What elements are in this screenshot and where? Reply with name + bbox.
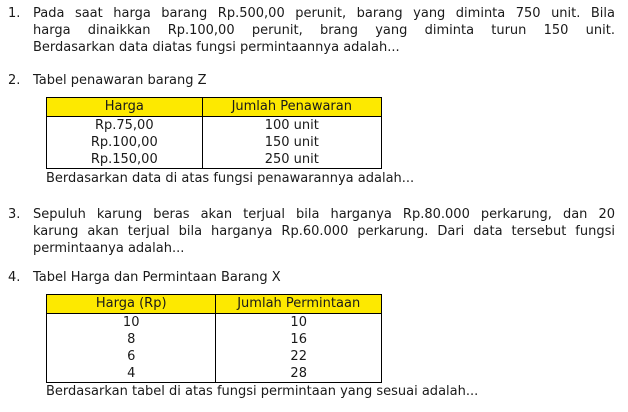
question-number: 2. <box>8 73 21 88</box>
question-number: 3. <box>8 207 21 222</box>
question-line: karung akan terjual bila harganya Rp.60.000 perkarung. Dari data tersebut fungsi <box>33 224 615 239</box>
supply-table <box>46 97 382 169</box>
table-cell: 150 unit <box>264 135 319 150</box>
table-cell: Rp.150,00 <box>90 152 158 167</box>
question-text <box>33 206 615 257</box>
table-header-cell: Jumlah Penawaran <box>202 98 381 117</box>
table-cell: 28 <box>290 366 307 381</box>
quantity-column <box>216 314 382 383</box>
question-line: harga dinaikkan Rp.100,00 perunit, brang yang diminta turun 150 unit. <box>33 23 615 38</box>
table-cell: 10 <box>122 315 140 330</box>
table-intro: Tabel penawaran barang Z <box>33 73 207 88</box>
table-header-cell: Harga (Rp) <box>47 295 216 314</box>
question-number: 4. <box>8 270 21 285</box>
question-text <box>33 5 615 56</box>
table-cell: 10 <box>290 315 307 330</box>
question-line: Pada saat harga barang Rp.500,00 perunit, barang yang diminta 750 unit. Bila <box>33 6 615 21</box>
question-line: permintaanya adalah... <box>33 241 185 256</box>
table-cell: 22 <box>290 349 307 364</box>
quantity-column <box>202 117 381 169</box>
table-intro: Tabel Harga dan Permintaan Barang X <box>33 270 281 285</box>
table-cell: 4 <box>127 366 136 381</box>
question-line: Sepuluh karung beras akan terjual bila harganya Rp.80.000 perkarung, dan 20 <box>33 207 615 222</box>
table-cell: 16 <box>290 332 307 347</box>
table-cell: Rp.75,00 <box>94 118 154 133</box>
question-line: Berdasarkan data diatas fungsi permintaannya adalah... <box>33 40 400 55</box>
table-cell: 100 unit <box>264 118 319 133</box>
table-header-cell: Harga <box>47 98 203 117</box>
table-cell: 8 <box>127 332 136 347</box>
table-footer: Berdasarkan data di atas fungsi penawarannya adalah... <box>46 171 415 186</box>
table-header-cell: Jumlah Permintaan <box>216 295 382 314</box>
table-cell: 250 unit <box>264 152 319 167</box>
price-column <box>47 117 203 169</box>
question-number: 1. <box>8 6 21 21</box>
price-column <box>47 314 216 383</box>
table-cell: 6 <box>127 349 136 364</box>
table-cell: Rp.100,00 <box>90 135 158 150</box>
demand-table <box>46 294 382 383</box>
table-footer: Berdasarkan tabel di atas fungsi permintaan yang sesuai adalah... <box>46 384 479 399</box>
